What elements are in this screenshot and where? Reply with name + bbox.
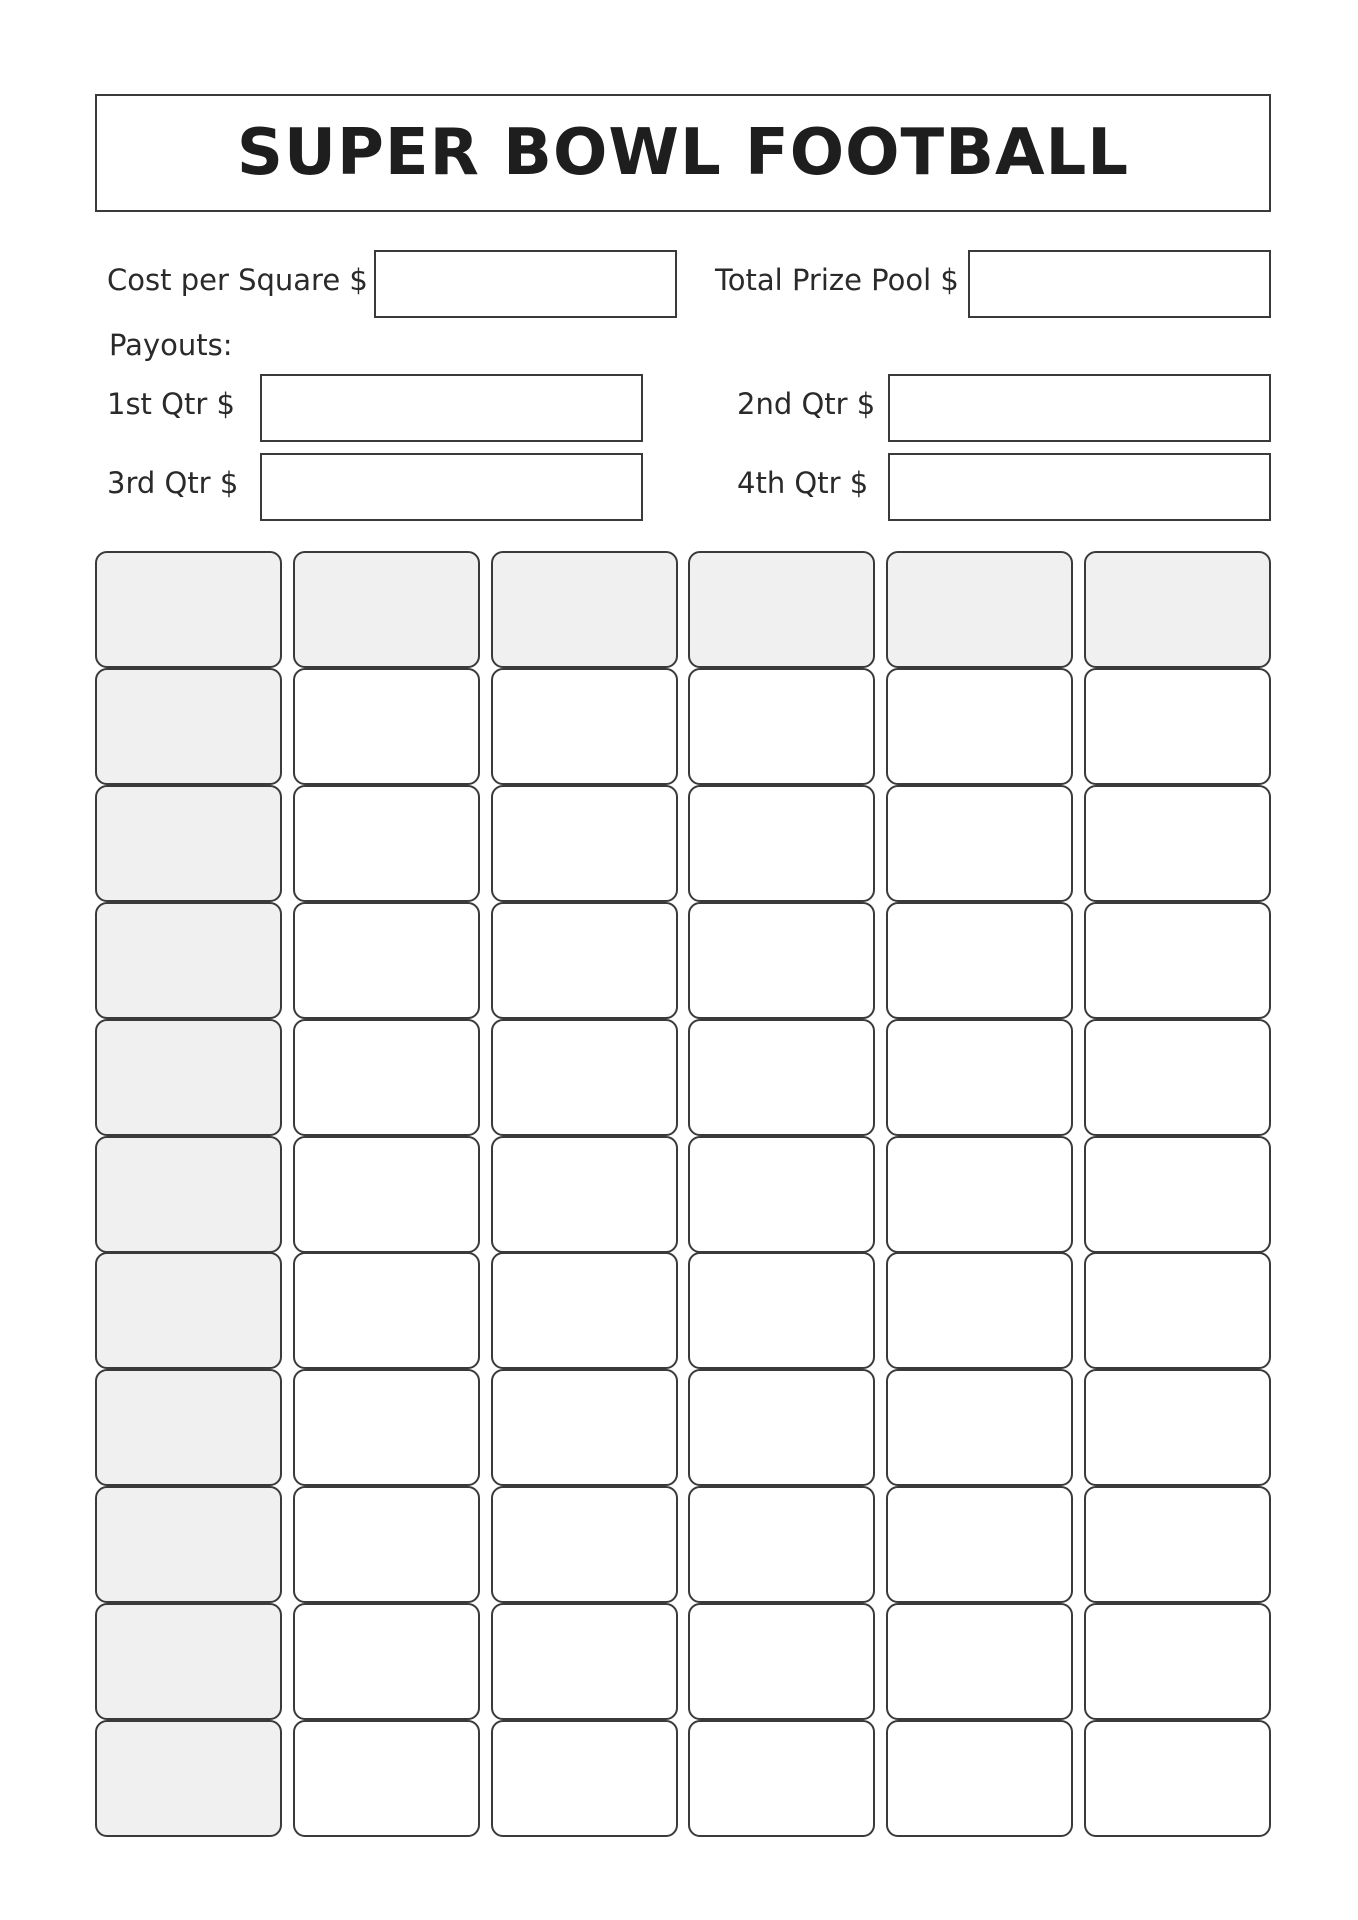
grid-row-header-cell[interactable] xyxy=(95,1720,282,1837)
cost-per-square-field[interactable] xyxy=(374,250,677,318)
grid-square[interactable] xyxy=(293,1720,480,1837)
grid-square[interactable] xyxy=(886,1720,1073,1837)
title-banner xyxy=(95,94,1271,212)
squares-grid xyxy=(95,551,1271,1837)
grid-square[interactable] xyxy=(293,1019,480,1136)
grid-square[interactable] xyxy=(1084,1486,1271,1603)
grid-square[interactable] xyxy=(491,902,678,1019)
grid-row-header-cell[interactable] xyxy=(95,785,282,902)
grid-column-header-cell[interactable] xyxy=(688,551,875,668)
grid-row-header-cell[interactable] xyxy=(95,1252,282,1369)
q4-payout-label: 4th Qtr $ xyxy=(737,466,869,500)
grid-square[interactable] xyxy=(886,668,1073,785)
grid-square[interactable] xyxy=(491,1369,678,1486)
grid-row-header-cell[interactable] xyxy=(95,1603,282,1720)
grid-square[interactable] xyxy=(886,1252,1073,1369)
grid-square[interactable] xyxy=(688,1252,875,1369)
grid-square[interactable] xyxy=(886,1369,1073,1486)
grid-row-header-cell[interactable] xyxy=(95,902,282,1019)
q3-payout-label: 3rd Qtr $ xyxy=(107,466,239,500)
grid-square[interactable] xyxy=(491,1252,678,1369)
q2-payout-label: 2nd Qtr $ xyxy=(737,387,876,421)
grid-square[interactable] xyxy=(293,1603,480,1720)
grid-square[interactable] xyxy=(886,1603,1073,1720)
grid-square[interactable] xyxy=(1084,668,1271,785)
grid-square[interactable] xyxy=(491,1136,678,1253)
grid-square[interactable] xyxy=(1084,1252,1271,1369)
grid-square[interactable] xyxy=(1084,1720,1271,1837)
grid-corner-cell[interactable] xyxy=(95,551,282,668)
grid-square[interactable] xyxy=(1084,1019,1271,1136)
total-prize-pool-label: Total Prize Pool $ xyxy=(715,263,959,297)
grid-square[interactable] xyxy=(491,1486,678,1603)
grid-square[interactable] xyxy=(293,1369,480,1486)
grid-square[interactable] xyxy=(293,1486,480,1603)
q2-payout-field[interactable] xyxy=(888,374,1271,442)
grid-row-header-cell[interactable] xyxy=(95,1369,282,1486)
grid-column-header-cell[interactable] xyxy=(293,551,480,668)
page-title: SUPER BOWL FOOTBALL xyxy=(236,116,1130,190)
grid-square[interactable] xyxy=(886,1486,1073,1603)
grid-square[interactable] xyxy=(886,1019,1073,1136)
grid-square[interactable] xyxy=(886,902,1073,1019)
grid-square[interactable] xyxy=(688,1369,875,1486)
grid-column-header-cell[interactable] xyxy=(491,551,678,668)
total-prize-pool-field[interactable] xyxy=(968,250,1271,318)
grid-square[interactable] xyxy=(688,668,875,785)
grid-square[interactable] xyxy=(688,785,875,902)
grid-square[interactable] xyxy=(1084,902,1271,1019)
grid-square[interactable] xyxy=(688,1603,875,1720)
grid-square[interactable] xyxy=(1084,1136,1271,1253)
q1-payout-label: 1st Qtr $ xyxy=(107,387,235,421)
grid-square[interactable] xyxy=(491,785,678,902)
q4-payout-field[interactable] xyxy=(888,453,1271,521)
q1-payout-field[interactable] xyxy=(260,374,643,442)
grid-square[interactable] xyxy=(293,785,480,902)
grid-square[interactable] xyxy=(293,668,480,785)
grid-square[interactable] xyxy=(491,1720,678,1837)
grid-row-header-cell[interactable] xyxy=(95,1019,282,1136)
grid-row-header-cell[interactable] xyxy=(95,1486,282,1603)
grid-square[interactable] xyxy=(688,1136,875,1253)
grid-square[interactable] xyxy=(1084,1369,1271,1486)
grid-square[interactable] xyxy=(293,1136,480,1253)
cost-per-square-label: Cost per Square $ xyxy=(107,263,368,297)
payouts-heading: Payouts: xyxy=(109,328,233,362)
grid-square[interactable] xyxy=(1084,785,1271,902)
grid-square[interactable] xyxy=(491,1019,678,1136)
grid-square[interactable] xyxy=(1084,1603,1271,1720)
grid-square[interactable] xyxy=(491,668,678,785)
grid-row-header-cell[interactable] xyxy=(95,1136,282,1253)
grid-square[interactable] xyxy=(491,1603,678,1720)
grid-column-header-cell[interactable] xyxy=(1084,551,1271,668)
q3-payout-field[interactable] xyxy=(260,453,643,521)
grid-square[interactable] xyxy=(688,1486,875,1603)
grid-square[interactable] xyxy=(293,902,480,1019)
grid-column-header-cell[interactable] xyxy=(886,551,1073,668)
grid-row-header-cell[interactable] xyxy=(95,668,282,785)
grid-square[interactable] xyxy=(688,902,875,1019)
grid-square[interactable] xyxy=(688,1019,875,1136)
grid-square[interactable] xyxy=(886,785,1073,902)
grid-square[interactable] xyxy=(688,1720,875,1837)
grid-square[interactable] xyxy=(293,1252,480,1369)
grid-square[interactable] xyxy=(886,1136,1073,1253)
